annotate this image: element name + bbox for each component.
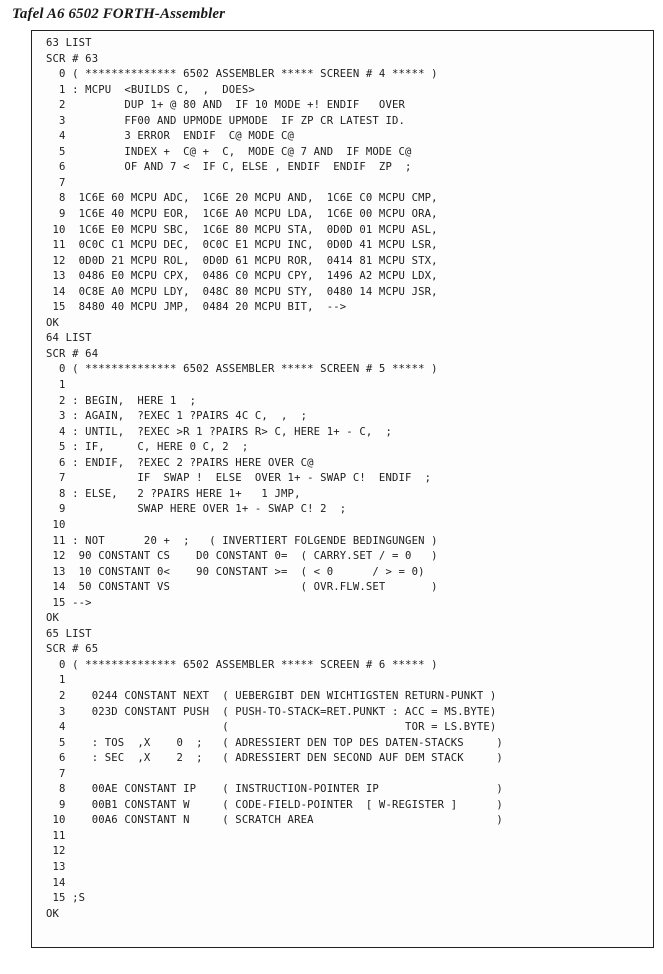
listing-line: 1 [46,674,66,687]
listing-line: 0 ( ************** 6502 ASSEMBLER ***** SCREEN # 6 ***** ) [46,658,438,671]
listing-line: 9 00B1 CONSTANT W ( CODE-FIELD-POINTER [ W-REGISTER ] ) [46,798,503,811]
listing-line: 63 LIST [46,37,92,49]
listing-line: 4 3 ERROR ENDIF C@ MODE C@ [46,130,295,143]
listing-line: OK [46,612,60,625]
listing-line: OK [46,907,60,920]
listing-line: 8 1C6E 60 MCPU ADC, 1C6E 20 MCPU AND, 1C6E C0 MCPU CMP, [46,192,438,205]
listing-line: SCR # 64 [46,347,99,360]
listing-line: 7 [46,767,66,780]
listing-line: 12 [46,845,66,858]
listing-line: 2 0244 CONSTANT NEXT ( UEBERGIBT DEN WICHTIGSTEN RETURN-PUNKT ) [46,689,497,702]
listing-line: 3 FF00 AND UPMODE UPMODE IF ZP CR LATEST ID. [46,114,406,127]
listing-line: 8 : ELSE, 2 ?PAIRS HERE 1+ 1 JMP, [46,487,301,500]
listing-line: 4 : UNTIL, ?EXEC >R 1 ?PAIRS R> C, HERE 1+ - C, ; [46,425,392,438]
listing-line: 4 ( TOR = LS.BYTE) [46,721,497,734]
listing-line: 14 50 CONSTANT VS ( OVR.FLW.SET ) [46,581,438,594]
listing-line: 15 --> [46,596,92,609]
listing-line: 0 ( ************** 6502 ASSEMBLER ***** SCREEN # 5 ***** ) [46,363,438,376]
listing-line: SCR # 63 [46,52,99,65]
listing-line: 13 [46,860,66,873]
listing-line: 5 INDEX + C@ + C, MODE C@ 7 AND IF MODE C@ [46,145,412,158]
listing-line: 6 OF AND 7 < IF C, ELSE , ENDIF ENDIF ZP ; [46,161,412,174]
listing-line: 6 : SEC ,X 2 ; ( ADRESSIERT DEN SECOND AUF DEM STACK ) [46,752,503,765]
listing-line: 7 IF SWAP ! ELSE OVER 1+ - SWAP C! ENDIF ; [46,472,432,485]
listing-line: 13 0486 E0 MCPU CPX, 0486 C0 MCPU CPY, 1496 A2 MCPU LDX, [46,270,438,283]
listing-line: 14 [46,876,66,889]
listing-line: 12 90 CONSTANT CS D0 CONSTANT 0= ( CARRY.SET / = 0 ) [46,550,438,563]
listing-line: 1 [46,379,66,392]
listing-line: 7 [46,176,66,189]
listing-line: 9 1C6E 40 MCPU EOR, 1C6E A0 MCPU LDA, 1C6E 00 MCPU ORA, [46,208,438,221]
listing-line: 9 SWAP HERE OVER 1+ - SWAP C! 2 ; [46,503,347,516]
listing-line: 65 LIST [46,627,92,640]
listing-line: 64 LIST [46,332,92,345]
listing-line: 11 0C0C C1 MCPU DEC, 0C0C E1 MCPU INC, 0D0D 41 MCPU LSR, [46,239,438,252]
forth-listing [46,36,646,922]
listing-line: 1 : MCPU <BUILDS C, , DOES> [46,83,255,96]
listing-line: 2 : BEGIN, HERE 1 ; [46,394,197,407]
figure-caption: Tafel A6 6502 FORTH-Assembler [12,6,226,22]
listing-line: 10 [46,518,66,531]
listing-line: 13 10 CONSTANT 0< 90 CONSTANT >= ( < 0 / > = 0) [46,565,425,578]
listing-line: 14 0C8E A0 MCPU LDY, 048C 80 MCPU STY, 0480 14 MCPU JSR, [46,285,438,298]
listing-line: 10 00A6 CONSTANT N ( SCRATCH AREA ) [46,814,503,827]
listing-line: 10 1C6E E0 MCPU SBC, 1C6E 80 MCPU STA, 0D0D 01 MCPU ASL, [46,223,438,236]
listing-line: 0 ( ************** 6502 ASSEMBLER ***** SCREEN # 4 ***** ) [46,68,438,81]
listing-line: 15 8480 40 MCPU JMP, 0484 20 MCPU BIT, --> [46,301,347,314]
listing-line: SCR # 65 [46,643,99,656]
listing-line: 2 DUP 1+ @ 80 AND IF 10 MODE +! ENDIF OVER [46,99,406,112]
listing-line: 15 ;S [46,892,86,905]
listing-line: 5 : TOS ,X 0 ; ( ADRESSIERT DEN TOP DES DATEN-STACKS ) [46,736,503,749]
listing-line: 6 : ENDIF, ?EXEC 2 ?PAIRS HERE OVER C@ [46,456,314,469]
listing-line: 8 00AE CONSTANT IP ( INSTRUCTION-POINTER IP ) [46,783,503,796]
listing-line: OK [46,316,60,329]
listing-line: 5 : IF, C, HERE 0 C, 2 ; [46,441,249,454]
listing-line: 12 0D0D 21 MCPU ROL, 0D0D 61 MCPU ROR, 0414 81 MCPU STX, [46,254,438,267]
listing-line: 3 : AGAIN, ?EXEC 1 ?PAIRS 4C C, , ; [46,410,308,423]
listing-line: 11 : NOT 20 + ; ( INVERTIERT FOLGENDE BEDINGUNGEN ) [46,534,438,547]
listing-line: 11 [46,829,66,842]
listing-line: 3 023D CONSTANT PUSH ( PUSH-TO-STACK=RET.PUNKT : ACC = MS.BYTE) [46,705,497,718]
